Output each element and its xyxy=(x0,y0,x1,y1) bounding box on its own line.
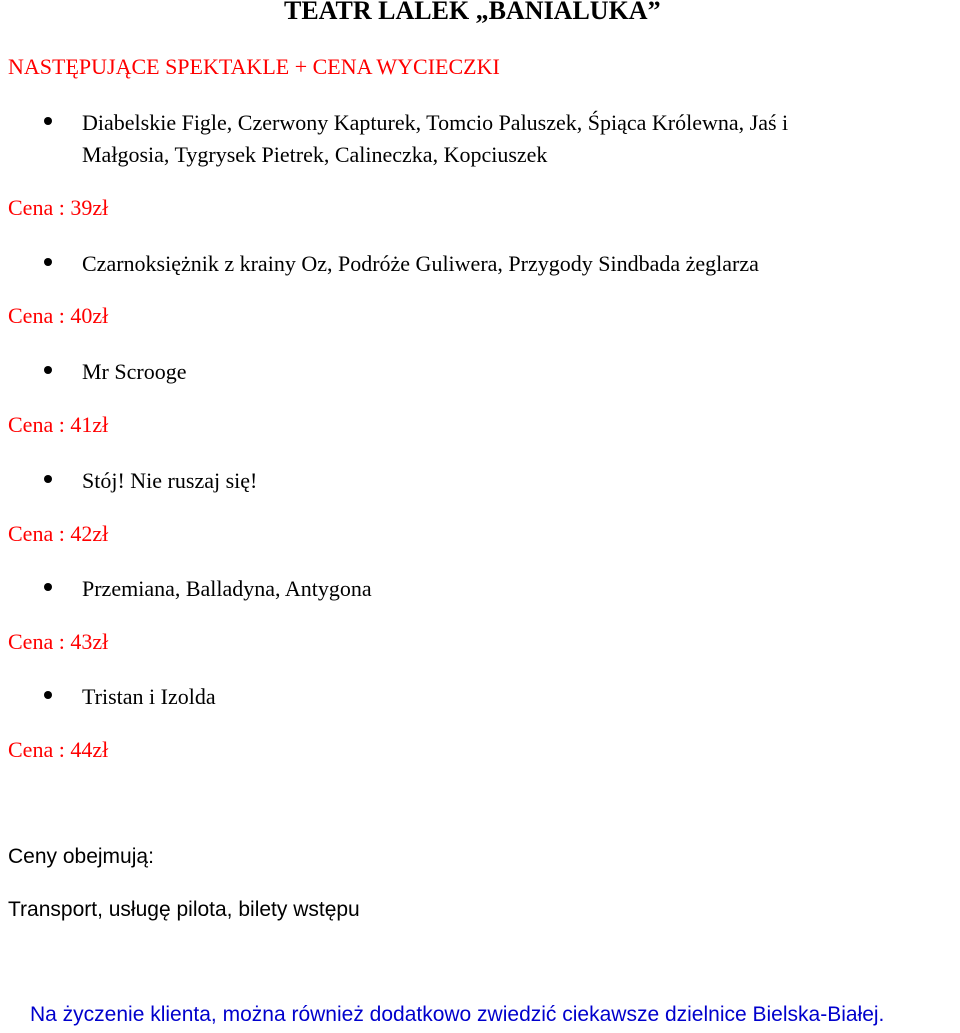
show-titles: Stój! Nie ruszaj się! xyxy=(82,468,258,493)
price-label: Cena : 40zł xyxy=(8,303,109,328)
bullet-icon xyxy=(44,366,52,374)
bullet-icon xyxy=(44,475,52,483)
bullet-icon xyxy=(44,117,52,125)
bullet-icon xyxy=(44,691,52,699)
includes-heading: Ceny obejmują: xyxy=(8,845,154,868)
price-label: Cena : 41zł xyxy=(8,412,109,437)
includes-text: Transport, usługę pilota, bilety wstępu xyxy=(8,898,360,921)
price-label: Cena : 43zł xyxy=(8,629,109,654)
show-titles: Przemiana, Balladyna, Antygona xyxy=(82,576,372,601)
page-title: TEATR LALEK „BANIALUKA” xyxy=(284,0,661,25)
bullet-icon xyxy=(44,583,52,591)
price-label: Cena : 39zł xyxy=(8,195,109,220)
show-titles: Mr Scrooge xyxy=(82,359,187,384)
price-label: Cena : 44zł xyxy=(8,737,109,762)
show-titles: Tristan i Izolda xyxy=(82,684,216,709)
bullet-icon xyxy=(44,258,52,266)
show-titles: Czarnoksiężnik z krainy Oz, Podróże Guliwera, Przygody Sindbada żeglarza xyxy=(82,251,759,276)
price-label: Cena : 42zł xyxy=(8,521,109,546)
section-subtitle: NASTĘPUJĄCE SPEKTAKLE + CENA WYCIECZKI xyxy=(8,54,500,79)
show-titles: Diabelskie Figle, Czerwony Kapturek, Tomcio Paluszek, Śpiąca Królewna, Jaś i Małgosia, Tygrysek Pietrek, Calineczka, Kopciuszek xyxy=(82,110,789,167)
footer-note: Na życzenie klienta, można również dodatkowo zwiedzić ciekawsze dzielnice Bielska-Białej. xyxy=(30,1003,885,1026)
